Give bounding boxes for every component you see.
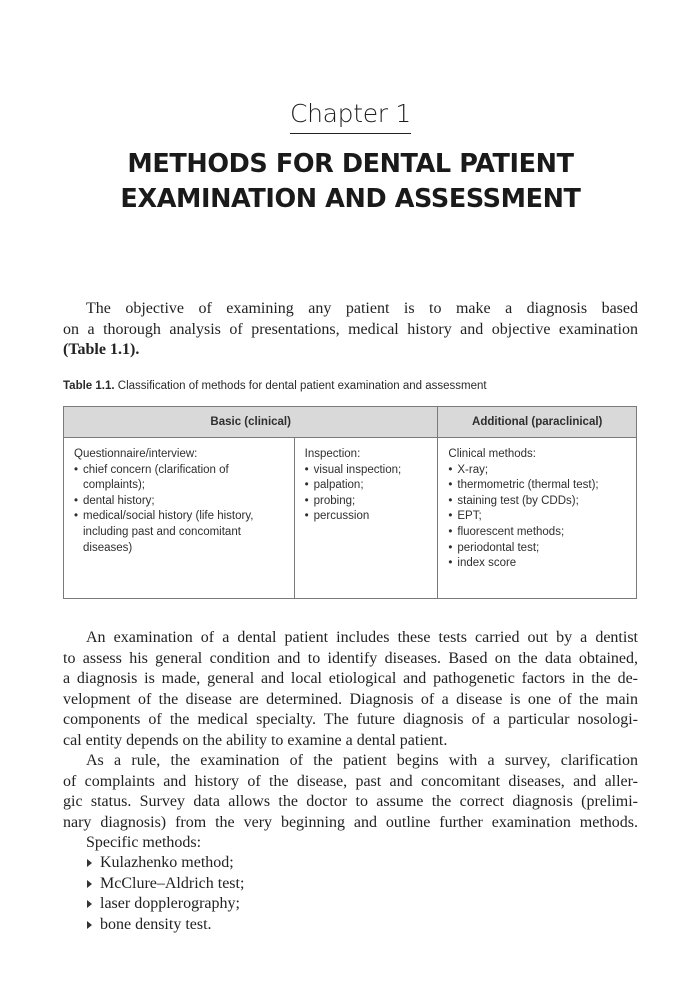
list-item: • thermometric (thermal test); (448, 478, 630, 494)
paragraph-line: of complaints and history of the disease, past and concomitant diseases, and aller- (63, 772, 638, 790)
list-item: laser dopplerography; (86, 894, 244, 915)
table-row (64, 438, 637, 599)
chapter-label: Chapter 1 (290, 97, 411, 134)
intro-paragraph (63, 299, 638, 361)
list-item: McClure–Aldrich test; (86, 874, 244, 895)
cell-title: Questionnaire/interview: (74, 448, 198, 460)
triangle-bullet-icon (87, 921, 92, 929)
examination-paragraph (63, 628, 638, 751)
table-caption (63, 378, 638, 394)
intro-line (63, 340, 638, 361)
survey-paragraph (63, 751, 638, 833)
paragraph-line: components of the medical specialty. The future diagnosis of a particular nosologi- (63, 711, 638, 728)
list-item: • dental history; (74, 494, 288, 510)
chapter-heading-wrap (63, 97, 638, 134)
list-item: • X-ray; (448, 463, 630, 479)
cell-clinical-methods (438, 438, 637, 599)
cell-questionnaire (64, 438, 295, 599)
paragraph-line: As a rule, the examination of the patient begins with a survey, clarification (86, 752, 638, 769)
table-caption-label: Table 1.1. (63, 380, 115, 392)
table-header-row (64, 407, 637, 438)
list-item: bone density test. (86, 915, 244, 936)
list-item: • probing; (305, 494, 432, 510)
bullet-list (448, 463, 630, 572)
list-item: • fluorescent methods; (448, 525, 630, 541)
bullet-list (305, 463, 432, 525)
cell-inspection (294, 438, 438, 599)
triangle-bullet-icon (87, 900, 92, 908)
paragraph-line: velopment of the disease are determined. Diagnosis of a disease is one of the main (63, 690, 638, 708)
cell-title: Inspection: (304, 448, 361, 460)
chapter-title-line-2: EXAMINATION AND ASSESSMENT (120, 184, 581, 214)
intro-line: The objective of examining any patient is to make a diagnosis based (86, 300, 638, 317)
list-item: • visual inspection; (305, 463, 432, 479)
list-item: • medical/social history (life history, including past and concomitant diseases) (74, 509, 288, 556)
list-item: • staining test (by CDDs); (448, 494, 630, 510)
paragraph-line: nary diagnosis) from the very beginning and outline further examination methods. (63, 813, 638, 831)
header-basic: Basic (clinical) (64, 407, 438, 438)
classification-table (63, 406, 637, 599)
specific-methods-list (86, 853, 244, 935)
paragraph-line: cal entity depends on the ability to examine a dental patient. (63, 731, 448, 749)
paragraph-line: gic status. Survey data allows the doctor to assume the correct diagnosis (prelimi- (63, 793, 638, 810)
paragraph-line: An examination of a dental patient includes these tests carried out by a dentist (86, 629, 638, 646)
bullet-list (74, 463, 288, 557)
paragraph-line: to assess his general condition and to identify diseases. Based on the data obtained, (63, 649, 638, 667)
list-item: • index score (448, 556, 630, 572)
list-item: • palpation; (305, 478, 432, 494)
list-item: Kulazhenko method; (86, 853, 244, 874)
cell-title: Clinical methods: (448, 448, 536, 460)
chapter-title-line-1: METHODS FOR DENTAL PATIENT (127, 149, 574, 179)
paragraph-line: a diagnosis is made, general and local etiological and pathogenetic factors in the de- (63, 670, 638, 687)
intro-line: on a thorough analysis of presentations, medical history and objective examination (63, 320, 638, 338)
header-additional: Additional (paraclinical) (438, 407, 637, 438)
triangle-bullet-icon (87, 880, 92, 888)
list-item: • chief concern (clarification of complaints); (74, 463, 288, 494)
specific-methods-label: Specific methods: (86, 834, 202, 851)
list-item: • EPT; (448, 509, 630, 525)
table-reference: (Table 1.1). (63, 341, 140, 358)
list-item: • percussion (305, 509, 432, 525)
table-caption-text: Classification of methods for dental patient examination and assessment (117, 380, 487, 392)
chapter-title (63, 147, 638, 217)
list-item: • periodontal test; (448, 541, 630, 557)
triangle-bullet-icon (87, 859, 92, 867)
